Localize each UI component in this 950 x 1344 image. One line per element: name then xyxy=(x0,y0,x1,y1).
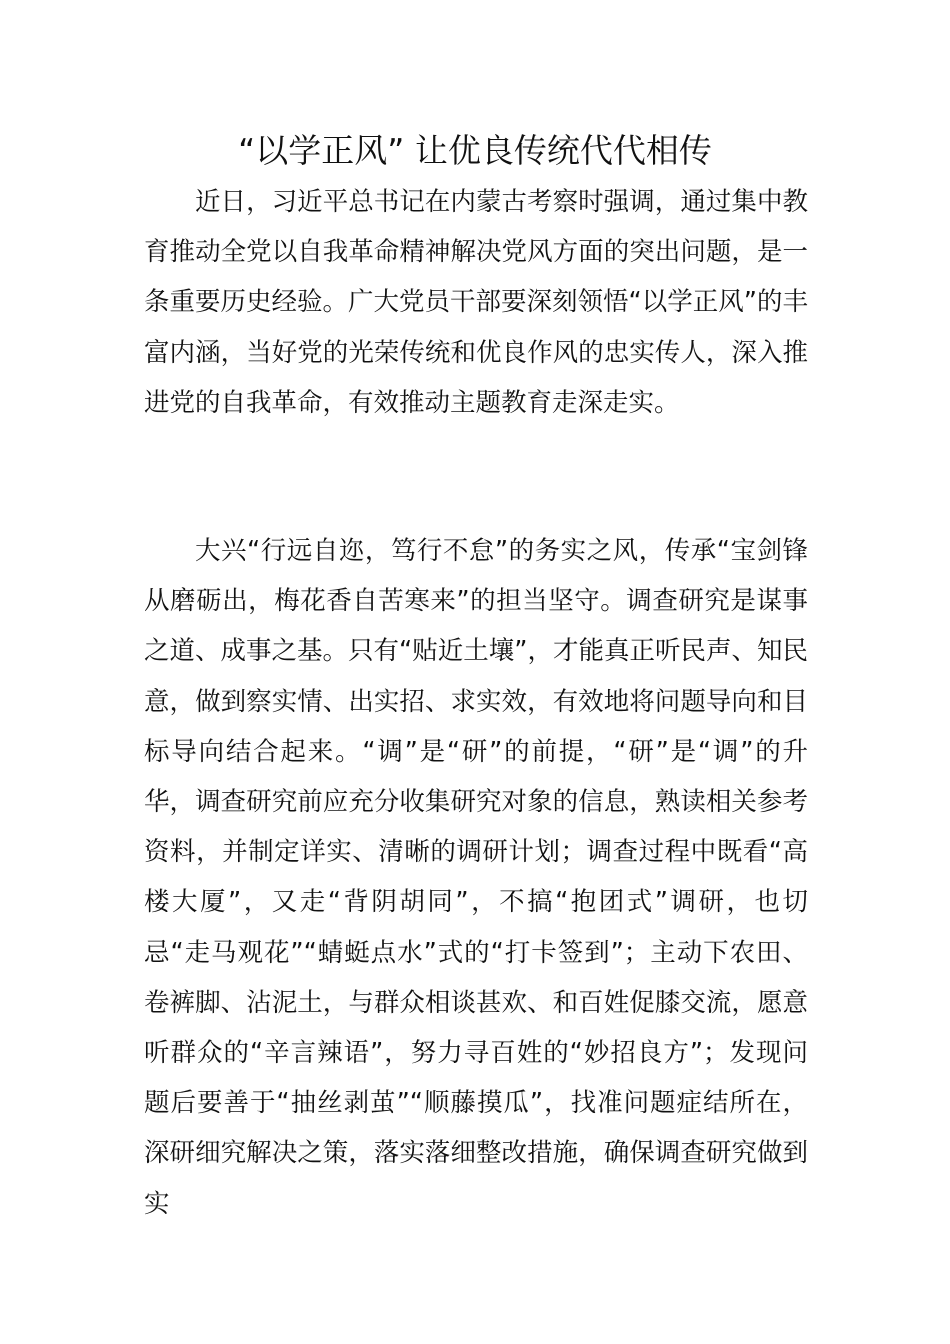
paragraph: 大兴“行远自迩，笃行不怠”的务实之风，传承“宝剑锋从磨砺出，梅花香自苦寒来”的担当坚守。调查研究是谋事之道、成事之基。只有“贴近土壤”，才能真正听民声、知民意，做到察实情、出实招、求实效，有效地将问题导向和目标导向结合起来。“调”是“研”的前提，“研”是“调”的升华，调查研究前应充分收集研究对象的信息，熟读相关参考资料，并制定详实、清晰的调研计划；调查过程中既看“高楼大厦”，又走“背阴胡同”，不搞“抱团式”调研，也切忌“走马观花”“蜻蜓点水”式的“打卡签到”；主动下农田、卷裤脚、沾泥土，与群众相谈甚欢、和百姓促膝交流，愿意听群众的“辛言辣语”，努力寻百姓的“妙招良方”；发现问题后要善于“抽丝剥茧”“顺藤摸瓜”，找准问题症结所在，深研细究解决之策，落实落细整改措施，确保调查研究做到实 xyxy=(144,536,808,1219)
document-title: “以学正风” 让优良传统代代相传 xyxy=(238,131,712,170)
paragraph: 近日，习近平总书记在内蒙古考察时强调，通过集中教育推动全党以自我革命精神解决党风方面的突出问题，是一条重要历史经验。广大党员干部要深刻领悟“以学正风”的丰富内涵，当好党的光荣传统和优良作风的忠实传人，深入推进党的自我革命，有效推动主题教育走深走实。 xyxy=(144,187,808,418)
